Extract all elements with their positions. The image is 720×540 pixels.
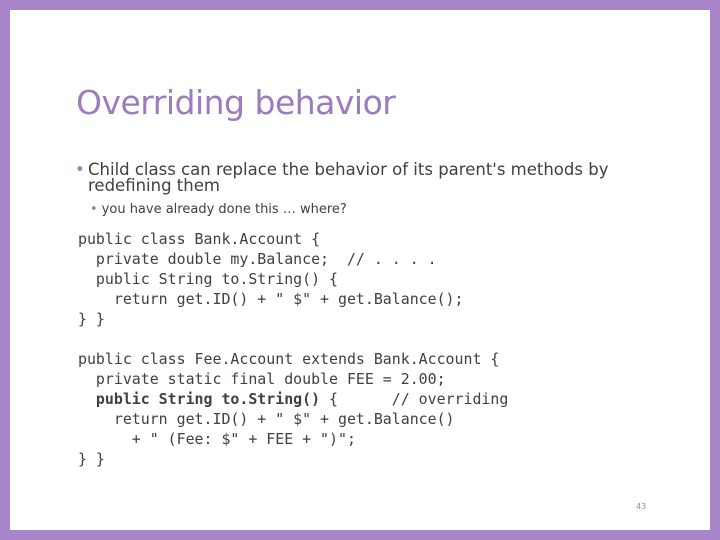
code-block-bank-account bbox=[78, 229, 464, 329]
bullet-dot-icon: • bbox=[90, 202, 98, 217]
code-line: public class Bank.Account { bbox=[78, 230, 321, 248]
page-number: 43 bbox=[636, 502, 647, 511]
code-line: } } bbox=[78, 450, 105, 468]
bullet-dot-icon: • bbox=[75, 160, 85, 179]
slide bbox=[10, 10, 710, 530]
code-line: public class Fee.Account extends Bank.Account { bbox=[78, 350, 500, 368]
code-line: return get.ID() + " $" + get.Balance(); bbox=[78, 290, 464, 308]
code-line: { // overriding bbox=[320, 390, 509, 408]
code-line: return get.ID() + " $" + get.Balance() bbox=[78, 410, 455, 428]
slide-title: Overriding behavior bbox=[76, 83, 396, 122]
bullet-text: you have already done this … where? bbox=[101, 202, 347, 217]
code-block-fee-account bbox=[78, 349, 508, 469]
bullet-level-1 bbox=[76, 162, 616, 194]
code-line: private double my.Balance; // . . . . bbox=[78, 250, 437, 268]
code-line: } } bbox=[78, 310, 105, 328]
bullet-text: Child class can replace the behavior of its parent's methods by redefining them bbox=[88, 160, 609, 195]
code-line: + " (Fee: $" + FEE + ")"; bbox=[78, 430, 356, 448]
code-line: private static final double FEE = 2.00; bbox=[78, 370, 446, 388]
bullet-level-2 bbox=[90, 202, 347, 217]
code-line-bold: public String to.String() bbox=[78, 390, 321, 408]
code-line: public String to.String() { bbox=[78, 270, 338, 288]
